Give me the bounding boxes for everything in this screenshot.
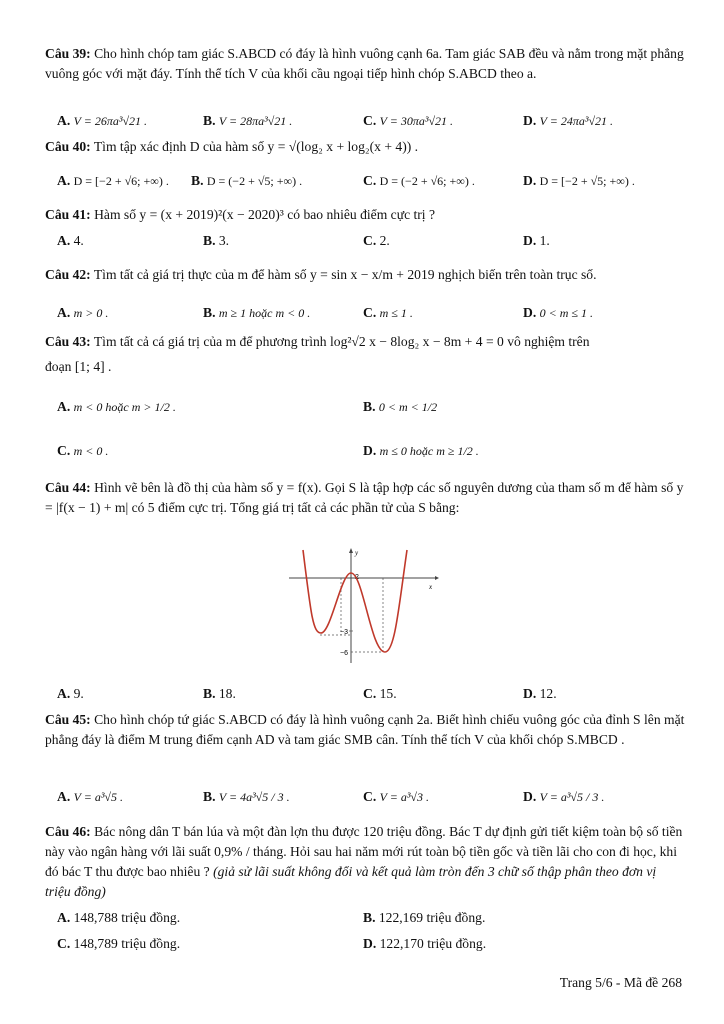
option-a[interactable]: A. 4. (57, 233, 84, 248)
question-note: (giả sử lãi suất không đổi và kết quả làm tròn đến 3 chữ số thập phân theo đơn vị triệu đồng) (45, 864, 657, 899)
option-d[interactable]: D. V = 24πa³√21 . (523, 113, 614, 128)
option-a[interactable]: A. V = a³√5 . (57, 789, 124, 804)
option-a[interactable]: A. 148,788 triệu đồng. (57, 910, 181, 925)
question-40 (45, 137, 685, 157)
option-b[interactable]: B. 18. (203, 686, 236, 701)
question-43 (45, 332, 685, 352)
option-b[interactable]: B. m ≥ 1 hoặc m < 0 . (203, 305, 311, 320)
options-39 (45, 110, 685, 132)
question-text: Cho hình chóp tứ giác S.ABCD có đáy là hình vuông cạnh 2a. Biết hình chiếu vuông góc của đỉnh S lên mặt phẳng đáy là điểm M trung điểm cạnh AD và tam giác SMB cân. Tính thể tích V của khối chóp S.MBCD . (45, 712, 685, 747)
function-graph (283, 545, 439, 667)
option-d[interactable]: D. 0 < m ≤ 1 . (523, 305, 593, 320)
option-d[interactable]: D. D = [−2 + √5; +∞) . (523, 173, 635, 188)
option-a[interactable]: A. D = [−2 + √6; +∞) . (57, 173, 169, 188)
tick-label: −3 (340, 629, 348, 636)
page-footer: Trang 5/6 - Mã đề 268 (559, 975, 682, 990)
question-46 (45, 822, 685, 902)
option-b[interactable]: B. V = 28πa³√21 . (203, 113, 293, 128)
option-a[interactable]: A. m < 0 hoặc m > 1/2 . (57, 399, 176, 414)
question-text-line2: đoạn [1; 4] . (45, 359, 112, 374)
options-41 (45, 230, 685, 252)
graph-svg (283, 545, 439, 667)
option-d[interactable]: D. 12. (523, 686, 557, 701)
option-a[interactable]: A. m > 0 . (57, 305, 109, 320)
question-label: Câu 45: (45, 712, 91, 727)
option-c[interactable]: C. V = 30πa³√21 . (363, 113, 454, 128)
x-arrow-icon (435, 576, 439, 580)
options-42 (45, 302, 685, 324)
options-44 (45, 683, 685, 705)
option-a[interactable]: A. V = 26πa³√21 . (57, 113, 148, 128)
option-b[interactable]: B. V = 4a³√5 / 3 . (203, 789, 290, 804)
question-label: Câu 39: (45, 46, 91, 61)
function-curve (303, 550, 407, 652)
question-45 (45, 710, 685, 750)
question-42 (45, 265, 685, 285)
option-c[interactable]: C. 148,789 triệu đồng. (57, 936, 181, 951)
tick-label: 2 (355, 574, 359, 581)
question-43-line2 (45, 357, 685, 377)
options-45 (45, 786, 685, 808)
option-c[interactable]: C. V = a³√3 . (363, 789, 430, 804)
options-40 (45, 170, 685, 192)
options-46-row1 (45, 907, 685, 929)
options-43-row2 (45, 440, 685, 462)
tick-label: −6 (340, 650, 348, 657)
question-39 (45, 44, 685, 84)
option-b[interactable]: B. 0 < m < 1/2 (363, 399, 438, 414)
question-text: Tìm tất cả giá trị thực của m để hàm số y = sin x − x/m + 2019 nghịch biến trên toàn trục số. (93, 267, 597, 282)
option-c[interactable]: C. m ≤ 1 . (363, 305, 413, 320)
question-label: Câu 43: (45, 334, 91, 349)
question-44 (45, 478, 685, 518)
option-b[interactable]: B. 122,169 triệu đồng. (363, 910, 486, 925)
option-d[interactable]: D. 1. (523, 233, 550, 248)
question-label: Câu 46: (45, 824, 91, 839)
question-text: Tìm tập xác định D của hàm số y = √(log₂ x + log₂(x + 4)) . (93, 139, 419, 154)
question-text-line1: Tìm tất cả cá giá trị của m để phương trình log²√2 x − 8log₂ x − 8m + 4 = 0 vô nghiệm trên (93, 334, 590, 349)
question-text: Hình vẽ bên là đồ thị của hàm số y = f(x). Gọi S là tập hợp các số nguyên dương của tham số m để hàm số y = |f(x − 1) + m| có 5 điểm cực trị. Tổng giá trị tất cả các phần tử của S bằng: (45, 480, 684, 515)
option-a[interactable]: A. 9. (57, 686, 84, 701)
option-c[interactable]: C. D = (−2 + √6; +∞) . (363, 173, 475, 188)
y-axis-label: y (355, 549, 359, 557)
option-d[interactable]: D. m ≤ 0 hoặc m ≥ 1/2 . (363, 443, 479, 458)
question-label: Câu 40: (45, 139, 91, 154)
question-41 (45, 205, 685, 225)
question-label: Câu 44: (45, 480, 91, 495)
option-d[interactable]: D. 122,170 triệu đồng. (363, 936, 487, 951)
question-text: Hàm số y = (x + 2019)²(x − 2020)³ có bao nhiêu điểm cực trị ? (94, 207, 436, 222)
option-b[interactable]: B. D = (−2 + √5; +∞) . (191, 173, 303, 188)
x-axis-label: x (429, 583, 433, 591)
option-c[interactable]: C. 15. (363, 686, 397, 701)
option-c[interactable]: C. m < 0 . (57, 443, 109, 458)
option-c[interactable]: C. 2. (363, 233, 390, 248)
question-label: Câu 42: (45, 267, 91, 282)
y-arrow-icon (349, 548, 353, 553)
question-text: Bác nông dân T bán lúa và một đàn lợn thu được 120 triệu đồng. Bác T dự định gửi tiết kiệm toàn bộ số tiền này vào ngân hàng với lãi suất 0,9% / tháng. Hỏi sau hai năm mới rút toàn bộ tiền gốc và tiền lãi cho con đi học, khi đó bác T thu được bao nhiêu ? (45, 824, 683, 879)
options-46-row2 (45, 933, 685, 955)
option-d[interactable]: D. V = a³√5 / 3 . (523, 789, 605, 804)
question-text: Cho hình chóp tam giác S.ABCD có đáy là hình vuông cạnh 6a. Tam giác SAB đều và nằm trong mặt phẳng vuông góc với mặt đáy. Tính thể tích V của khối cầu ngoại tiếp hình chóp S.ABCD theo a. (45, 46, 684, 81)
options-43-row1 (45, 396, 685, 418)
question-label: Câu 41: (45, 207, 91, 222)
option-b[interactable]: B. 3. (203, 233, 230, 248)
